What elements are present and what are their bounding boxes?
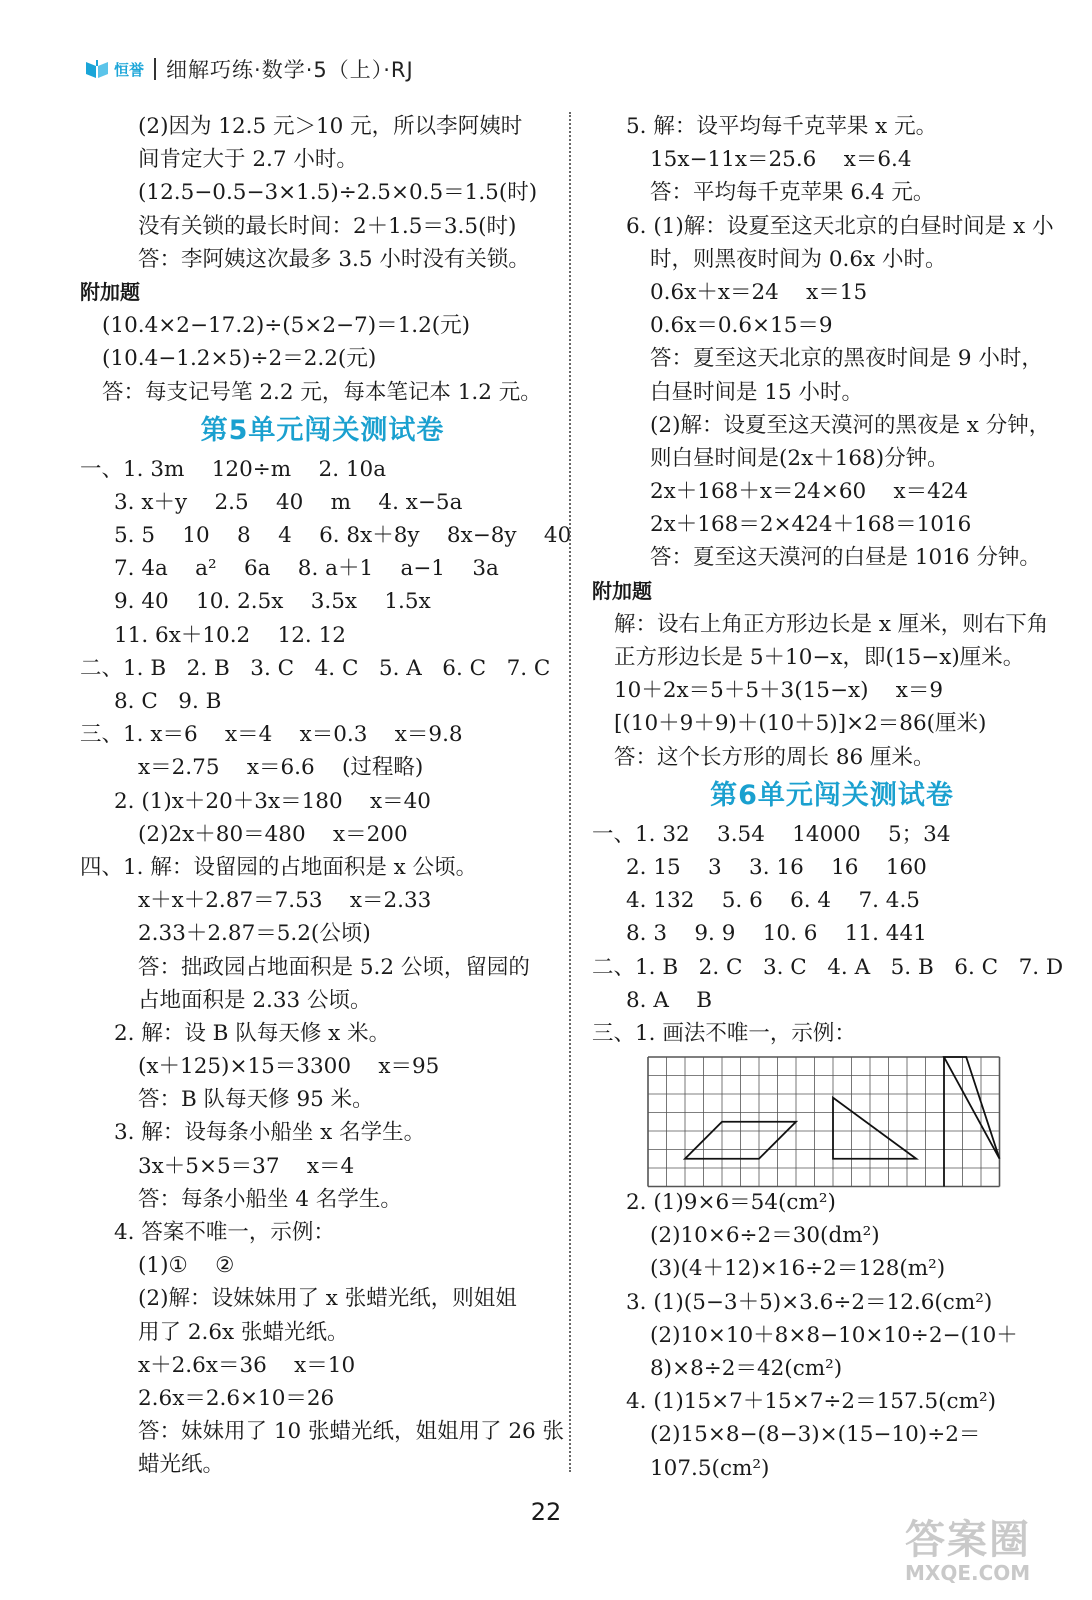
answer-line: 8. A B (626, 987, 713, 1013)
answer-line: 10＋2x＝5＋5＋3(15−x) x＝9 (614, 678, 944, 704)
answer-line: 3x＋5×5＝37 x＝4 (138, 1153, 355, 1179)
answer-line: 2x＋168＋x＝24×60 x＝424 (650, 479, 969, 505)
answer-line: 4. 132 5. 6 6. 4 7. 4.5 (626, 888, 920, 914)
answer-line: 0.6x＋x＝24 x＝15 (650, 279, 868, 305)
answer-line: 没有关锁的最长时间：2＋1.5＝3.5(时) (138, 213, 517, 239)
answer-line: 9. 40 10. 2.5x 3.5x 1.5x (114, 589, 431, 615)
answer-line: 答：妹妹用了 10 张蜡光纸，姐姐用了 26 张 (138, 1419, 565, 1445)
answer-line: 一、1. 32 3.54 14000 5；34 (592, 821, 951, 847)
answer-line: 时，则黑夜时间为 0.6x 小时。 (650, 246, 947, 272)
answer-line: 答：夏至这天漠河的白昼是 1016 分钟。 (650, 545, 1041, 571)
answer-line: (12.5−0.5−3×1.5)÷2.5×0.5＝1.5(时) (138, 180, 538, 206)
answer-line: 答：李阿姨这次最多 3.5 小时没有关锁。 (138, 246, 530, 272)
answer-line: 3. x＋y 2.5 40 m 4. x−5a (114, 489, 463, 515)
right-column (592, 110, 1072, 1485)
answer-line: 一、1. 3m 120÷m 2. 10a (80, 456, 387, 482)
answer-line: 答：这个长方形的周长 86 厘米。 (614, 744, 935, 770)
answer-line: 3. (1)(5−3＋5)×3.6÷2＝12.6(cm²) (626, 1289, 993, 1315)
answer-line: x＋x＋2.87＝7.53 x＝2.33 (138, 888, 432, 914)
watermark-url: MXQE.COM (905, 1561, 1031, 1585)
answer-line: 占地面积是 2.33 公顷。 (138, 987, 372, 1013)
answer-line: 用了 2.6x 张蜡光纸。 (138, 1319, 349, 1345)
left-column (80, 110, 572, 1482)
answer-line: (3)(4＋12)×16÷2＝128(m²) (650, 1256, 946, 1282)
answer-line: (2)10×10＋8×8−10×10÷2−(10＋ (650, 1322, 1018, 1348)
answer-line: 答：夏至这天北京的黑夜时间是 9 小时， (650, 346, 1043, 372)
answer-line: 8. 3 9. 9 10. 6 11. 441 (626, 921, 927, 947)
header-divider (154, 58, 156, 80)
answer-line: 则白昼时间是(2x＋168)分钟。 (650, 445, 949, 471)
answer-line: 2. (1)9×6＝54(cm²) (626, 1190, 836, 1216)
answer-line: 三、1. 画法不唯一，示例： (592, 1020, 856, 1046)
answer-line: 间肯定大于 2.7 小时。 (138, 147, 358, 173)
answer-line: (10.4×2−17.2)÷(5×2−7)＝1.2(元) (102, 313, 471, 339)
answer-line: (1)① ② (138, 1253, 235, 1279)
answer-line: (2)2x＋80＝480 x＝200 (138, 821, 408, 847)
header-title: 细解巧练·数学·5（上）·RJ (166, 58, 414, 82)
drawing-grid-figure (592, 1050, 1072, 1186)
answer-line: [(10＋9＋9)＋(10＋5)]×2＝86(厘米) (614, 711, 987, 737)
answer-line: 2. 15 3 3. 16 16 160 (626, 854, 927, 880)
publisher-logo (84, 58, 144, 80)
section-heading: 附加题 (80, 279, 140, 304)
answer-line: 0.6x＝0.6×15＝9 (650, 313, 833, 339)
answer-line: 解：设右上角正方形边长是 x 厘米，则右下角 (614, 611, 1049, 637)
answer-line: 蜡光纸。 (138, 1452, 225, 1478)
answer-line: x＝2.75 x＝6.6 (过程略) (138, 755, 424, 781)
section-heading: 附加题 (592, 578, 652, 603)
answer-line: 4. 答案不唯一，示例： (114, 1220, 335, 1245)
answer-line: (x＋125)×15＝3300 x＝95 (138, 1054, 440, 1080)
answer-line: 2. 解：设 B 队每天修 x 米。 (114, 1020, 391, 1046)
answer-line: (10.4−1.2×5)÷2＝2.2(元) (102, 346, 377, 372)
answer-line: 2x＋168＝2×424＋168＝1016 (650, 512, 972, 538)
answer-line: 白昼时间是 15 小时。 (650, 379, 864, 405)
answer-line: 5. 解：设平均每千克苹果 x 元。 (626, 114, 938, 139)
answer-line: 答：B 队每天修 95 米。 (138, 1087, 374, 1113)
answer-line: 三、1. x＝6 x＝4 x＝0.3 x＝9.8 (80, 722, 463, 748)
column-divider (569, 112, 571, 1472)
page-header (84, 52, 414, 86)
answer-line: 四、1. 解：设留园的占地面积是 x 公顷。 (80, 854, 478, 880)
answer-line: 15x−11x＝25.6 x＝6.4 (650, 147, 912, 173)
answer-line: (2)10×6÷2＝30(dm²) (650, 1223, 880, 1249)
answer-line: 8)×8÷2＝42(cm²) (650, 1356, 843, 1381)
right-triangle-shape (944, 1057, 1000, 1159)
answer-line: 二、1. B 2. B 3. C 4. C 5. A 6. C 7. C (80, 655, 551, 681)
answer-line: 5. 5 10 8 4 6. 8x＋8y 8x−8y 40 (114, 523, 572, 549)
watermark-title: 答案圈 (905, 1517, 1031, 1563)
answer-line: 7. 4a a² 6a 8. a＋1 a−1 3a (114, 556, 499, 582)
answer-line: (2)解：设夏至这天漠河的黑夜是 x 分钟， (650, 412, 1051, 438)
answer-line: 3. 解：设每条小船坐 x 名学生。 (114, 1120, 426, 1146)
answer-line: 2.33＋2.87＝5.2(公顷) (138, 921, 371, 947)
unit-heading: 第5单元闯关测试卷 (200, 414, 445, 446)
answer-line: 答：每支记号笔 2.2 元，每本笔记本 1.2 元。 (102, 379, 542, 405)
answer-line: x＋2.6x＝36 x＝10 (138, 1352, 356, 1378)
answer-line: 2. (1)x＋20＋3x＝180 x＝40 (114, 788, 431, 814)
answer-line: 答：平均每千克苹果 6.4 元。 (650, 180, 935, 206)
grid-svg (647, 1056, 1001, 1188)
answer-line: 2.6x＝2.6×10＝26 (138, 1385, 335, 1411)
answer-line: 11. 6x＋10.2 12. 12 (114, 622, 346, 648)
answer-line: (2)解：设妹妹用了 x 张蜡光纸，则姐姐 (138, 1286, 517, 1312)
book-logo-icon (84, 58, 110, 80)
watermark (905, 1508, 1075, 1588)
answer-line: 8. C 9. B (114, 689, 222, 714)
answer-line: 答：每条小船坐 4 名学生。 (138, 1186, 402, 1212)
logo-text: 恒誉 (114, 60, 145, 79)
answer-line: 6. (1)解：设夏至这天北京的白昼时间是 x 小 (626, 213, 1054, 239)
page-number: 22 (530, 1498, 562, 1526)
answer-line: (2)15×8−(8−3)×(15−10)÷2＝ (650, 1422, 981, 1448)
answer-line: 答：拙政园占地面积是 5.2 公顷，留园的 (138, 954, 530, 980)
answer-line: 正方形边长是 5＋10−x，即(15−x)厘米。 (614, 645, 1025, 670)
answer-line: 4. (1)15×7＋15×7÷2＝157.5(cm²) (626, 1389, 996, 1415)
unit-heading: 第6单元闯关测试卷 (710, 779, 954, 811)
answer-line: 107.5(cm²) (650, 1455, 770, 1481)
answer-line: (2)因为 12.5 元＞10 元，所以李阿姨时 (138, 114, 523, 139)
answer-line: 二、1. B 2. C 3. C 4. A 5. B 6. C 7. D (592, 954, 1064, 980)
